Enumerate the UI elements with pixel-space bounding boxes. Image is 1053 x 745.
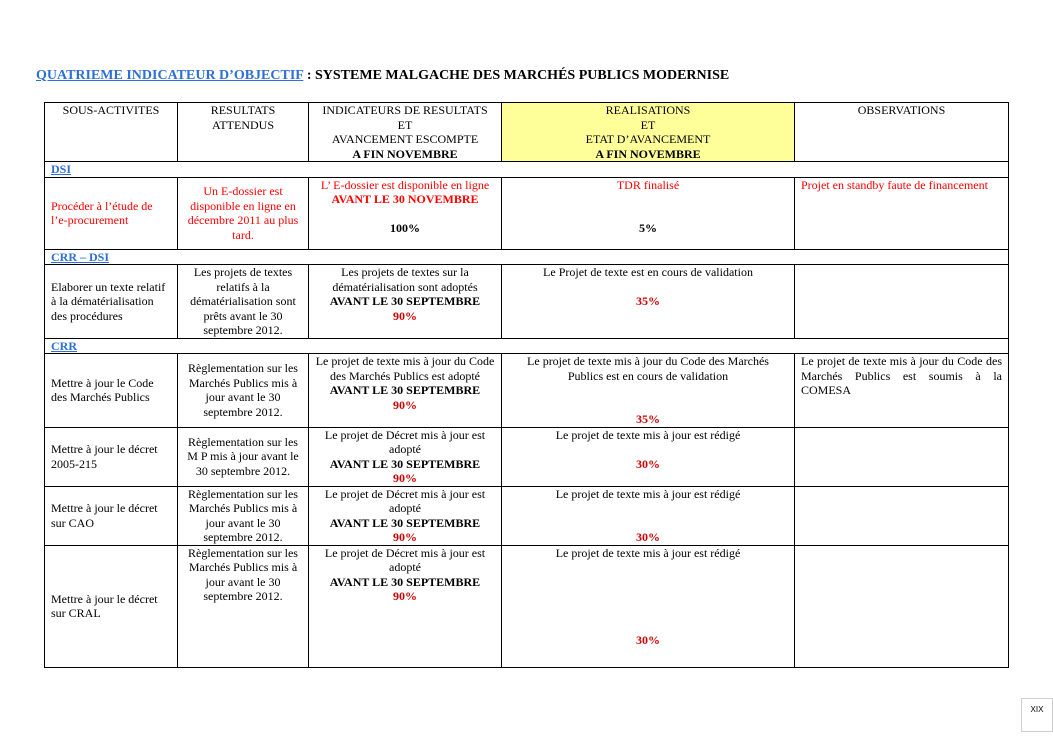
table-row [45,427,1009,486]
activity-cell: Mettre à jour le Code des Marchés Publics [45,354,178,428]
table-row [45,486,1009,545]
indicator-table [44,102,1009,668]
result-cell: Règlementation sur les Marchés Publics mis à jour avant le 30 septembre 2012. [178,545,309,667]
observation-cell [795,265,1009,339]
header-indicateurs: INDICATEURS DE RESULTATS ET AVANCEMENT ESCOMPTE A FIN NOVEMBRE [309,103,502,162]
activity-cell: Mettre à jour le décret sur CAO [45,486,178,545]
result-cell: Règlementation sur les Marchés Publics mis à jour avant le 30 septembre 2012. [178,354,309,428]
table-row [45,354,1009,428]
section-crr: CRR [45,338,1009,354]
observation-cell: Projet en standby faute de financement [795,177,1009,249]
table-row [45,545,1009,667]
activity-cell: Mettre à jour le décret sur CRAL [45,545,178,667]
indicator-cell: Le projet de texte mis à jour du Code des Marchés Publics est adopté AVANT LE 30 SEPTEMBRE 90% [309,354,502,428]
table-row [45,265,1009,339]
header-sous-activites: SOUS-ACTIVITES [45,103,178,162]
observation-cell [795,486,1009,545]
indicator-link[interactable]: QUATRIEME INDICATEUR D’OBJECTIF [36,68,304,83]
observation-cell: Le projet de texte mis à jour du Code des Marchés Publics est soumis à la COMESA [795,354,1009,428]
section-crr-dsi: CRR – DSI [45,249,1009,265]
section-dsi: DSI [45,162,1009,178]
result-cell: Règlementation sur les M P mis à jour avant le 30 septembre 2012. [178,427,309,486]
page-number: XIX [1021,698,1053,732]
title-text: : SYSTEME MALGACHE DES MARCHÉS PUBLICS MODERNISE [303,68,730,83]
table-row [45,177,1009,249]
realisation-cell: TDR finalisé 5% [502,177,795,249]
realisation-cell: Le projet de texte mis à jour du Code des Marchés Publics est en cours de validation 35% [502,354,795,428]
realisation-cell: Le projet de texte mis à jour est rédigé 30% [502,545,795,667]
result-cell: Un E-dossier est disponible en ligne en décembre 2011 au plus tard. [178,177,309,249]
indicator-cell: Les projets de textes sur la dématérialisation sont adoptés AVANT LE 30 SEPTEMBRE 90% [309,265,502,339]
indicator-cell: Le projet de Décret mis à jour est adopté AVANT LE 30 SEPTEMBRE 90% [309,427,502,486]
header-resultats: RESULTATS ATTENDUS [178,103,309,162]
activity-cell: Elaborer un texte relatif à la dématérialisation des procédures [45,265,178,339]
result-cell: Les projets de textes relatifs à la dématérialisation sont prêts avant le 30 septembre 2012. [178,265,309,339]
indicator-cell: L’ E-dossier est disponible en ligne AVANT LE 30 NOVEMBRE 100% [309,177,502,249]
observation-cell [795,545,1009,667]
indicator-cell: Le projet de Décret mis à jour est adopté AVANT LE 30 SEPTEMBRE 90% [309,486,502,545]
table-header-row [45,103,1009,162]
header-observations: OBSERVATIONS [795,103,1009,162]
activity-cell: Mettre à jour le décret 2005-215 [45,427,178,486]
realisation-cell: Le projet de texte mis à jour est rédigé 30% [502,427,795,486]
realisation-cell: Le projet de texte mis à jour est rédigé 30% [502,486,795,545]
page-title [36,68,729,84]
observation-cell [795,427,1009,486]
header-realisations: REALISATIONS ET ETAT D’AVANCEMENT A FIN NOVEMBRE [502,103,795,162]
result-cell: Règlementation sur les Marchés Publics mis à jour avant le 30 septembre 2012. [178,486,309,545]
indicator-cell: Le projet de Décret mis à jour est adopté AVANT LE 30 SEPTEMBRE 90% [309,545,502,667]
realisation-cell: Le Projet de texte est en cours de validation 35% [502,265,795,339]
activity-cell: Procéder à l’étude de l’e-procurement [45,177,178,249]
